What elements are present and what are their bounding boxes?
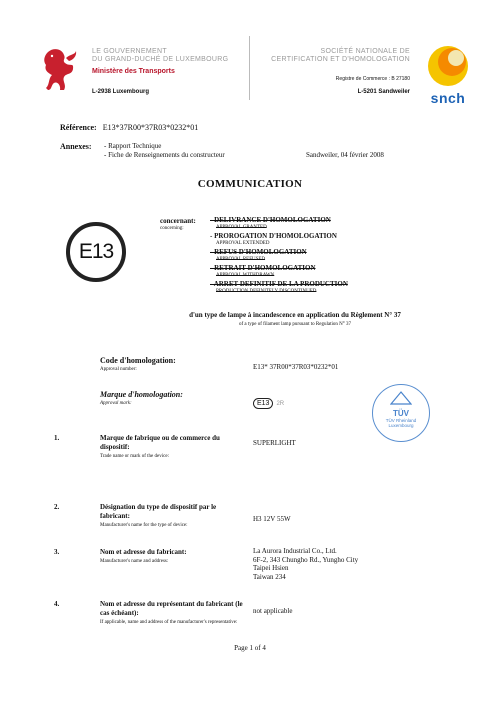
option-discontinued-en: PRODUCTION DEFINITELY DISCONTINUED xyxy=(216,289,317,294)
approval-code-value: E13* 37R00*37R03*0232*01 xyxy=(253,363,339,371)
approval-mark-suffix: 2R xyxy=(276,400,285,407)
approval-mark-label: Marque d'homologation: xyxy=(100,390,183,399)
annex-item: - Rapport Technique xyxy=(104,142,162,150)
item-number: 3. xyxy=(54,548,60,556)
item-label xyxy=(100,548,245,566)
approval-code-labels xyxy=(100,356,176,374)
subject-fr: d'un type de lampe à incandescence en application du Règlement N° 37 xyxy=(189,311,401,319)
item-label-fr: Marque de fabrique ou de commerce du dispositif: xyxy=(100,434,220,451)
item-label-fr: Nom et adresse du fabricant: xyxy=(100,548,187,556)
tuv-stamp xyxy=(372,384,430,442)
approval-mark-symbol xyxy=(253,398,284,409)
page-number: Page 1 of 4 xyxy=(234,644,266,652)
company-line-2: CERTIFICATION ET D'HOMOLOGATION xyxy=(271,56,410,63)
item-value xyxy=(253,547,358,581)
e-mark-circle xyxy=(66,222,126,282)
item-label-en: If applicable, name and address of the manufacturer's representative: xyxy=(100,620,238,625)
reference-label: Référence: xyxy=(60,123,97,132)
luxembourg-lion-icon xyxy=(40,46,80,94)
company-address: L-5201 Sandweiler xyxy=(357,89,410,95)
concerning-label-fr: concernant: xyxy=(160,217,196,225)
approval-mark-label-en: Approval mark: xyxy=(100,401,132,406)
annexes xyxy=(60,142,92,151)
item-number: 2. xyxy=(54,503,60,511)
annex-item: - Fiche de Renseignements du constructeur xyxy=(104,151,225,159)
tuv-stamp-title: TÜV xyxy=(393,409,409,418)
tuv-stamp-line-2: Luxembourg xyxy=(388,423,414,428)
concerning-label-en: concerning: xyxy=(160,226,184,231)
item-label xyxy=(100,503,245,530)
subject-en: of a type of filament lamp pursuant to Regulation N° 37 xyxy=(239,322,351,327)
ministry-address: L-2938 Luxembourg xyxy=(92,89,150,95)
tuv-triangle-icon xyxy=(390,391,412,405)
item-value-line: Taiwan 234 xyxy=(253,572,286,581)
subject xyxy=(150,311,440,329)
snch-logo-icon xyxy=(422,44,474,88)
company-name xyxy=(258,48,410,64)
annexes-label: Annexes: xyxy=(60,142,92,151)
approval-mark-e-box: E13 xyxy=(253,398,273,409)
item-value: H3 12V 55W xyxy=(253,515,291,523)
item-label-en: Manufacturer's name for the type of device: xyxy=(100,523,188,528)
e-mark-text: E13 xyxy=(78,240,114,263)
concerning-labels xyxy=(160,217,196,233)
item-value-line: Taipei Hsien xyxy=(253,564,289,572)
company-register: Registre de Commerce : B 27180 xyxy=(335,76,410,82)
option-grant: - DELIVRANCE D'HOMOLOGATION xyxy=(210,216,331,224)
government-name xyxy=(92,48,228,64)
option-refusal-en: APPROVAL REFUSED xyxy=(216,257,266,262)
annexes-list xyxy=(104,142,225,160)
approval-code-label: Code d'homologation: xyxy=(100,356,176,365)
item-number: 1. xyxy=(54,434,60,442)
option-extension-en: APPROVAL EXTENDED xyxy=(216,241,270,246)
approval-code-label-en: Approval number: xyxy=(100,367,137,372)
item-value: not applicable xyxy=(253,607,293,615)
option-withdrawal: - RETRAIT D'HOMOLOGATION xyxy=(210,264,316,272)
item-label xyxy=(100,600,250,627)
company-line-1: SOCIÉTÉ NATIONALE DE xyxy=(320,48,410,55)
tuv-stamp-line-1: TÜV Rheinland xyxy=(385,418,417,423)
item-value: SUPERLIGHT xyxy=(253,439,296,447)
reference-value: E13*37R00*37R03*0232*01 xyxy=(102,123,199,132)
item-label-en: Trade name or mark of the device: xyxy=(100,454,169,459)
option-refusal: - REFUS D'HOMOLOGATION xyxy=(210,248,307,256)
option-withdrawal-en: APPROVAL WITHDRAWN xyxy=(216,273,275,278)
snch-logo-text: snch xyxy=(430,90,466,106)
approval-mark-labels xyxy=(100,390,183,408)
place-date: Sandweiler, 04 février 2008 xyxy=(306,151,384,159)
item-label xyxy=(100,434,240,461)
option-grant-en: APPROVAL GRANTED xyxy=(216,225,267,230)
government-line-1: LE GOUVERNEMENT xyxy=(92,48,167,55)
ministry-name: Ministère des Transports xyxy=(92,68,175,75)
item-label-en: Manufacturer's name and address: xyxy=(100,559,169,564)
item-label-fr: Nom et adresse du représentant du fabricant (le cas échéant): xyxy=(100,600,243,617)
item-value-line: 6F-2, 343 Chungho Rd., Yungho City xyxy=(253,555,359,564)
item-number: 4. xyxy=(54,600,60,608)
item-value-line: La Aurora Industrial Co., Ltd. xyxy=(253,547,337,555)
item-label-fr: Désignation du type de dispositif par le fabricant: xyxy=(100,503,217,520)
reference xyxy=(60,123,198,132)
snch-logo xyxy=(422,44,474,104)
government-line-2: DU GRAND-DUCHÉ DE LUXEMBOURG xyxy=(92,56,229,63)
concerning-options xyxy=(210,216,348,296)
page-title: COMMUNICATION xyxy=(197,178,303,190)
option-discontinued: - ARRET DEFINITIF DE LA PRODUCTION xyxy=(210,280,348,288)
option-extension: - PROROGATION D'HOMOLOGATION xyxy=(210,232,337,240)
header-divider xyxy=(249,36,250,100)
